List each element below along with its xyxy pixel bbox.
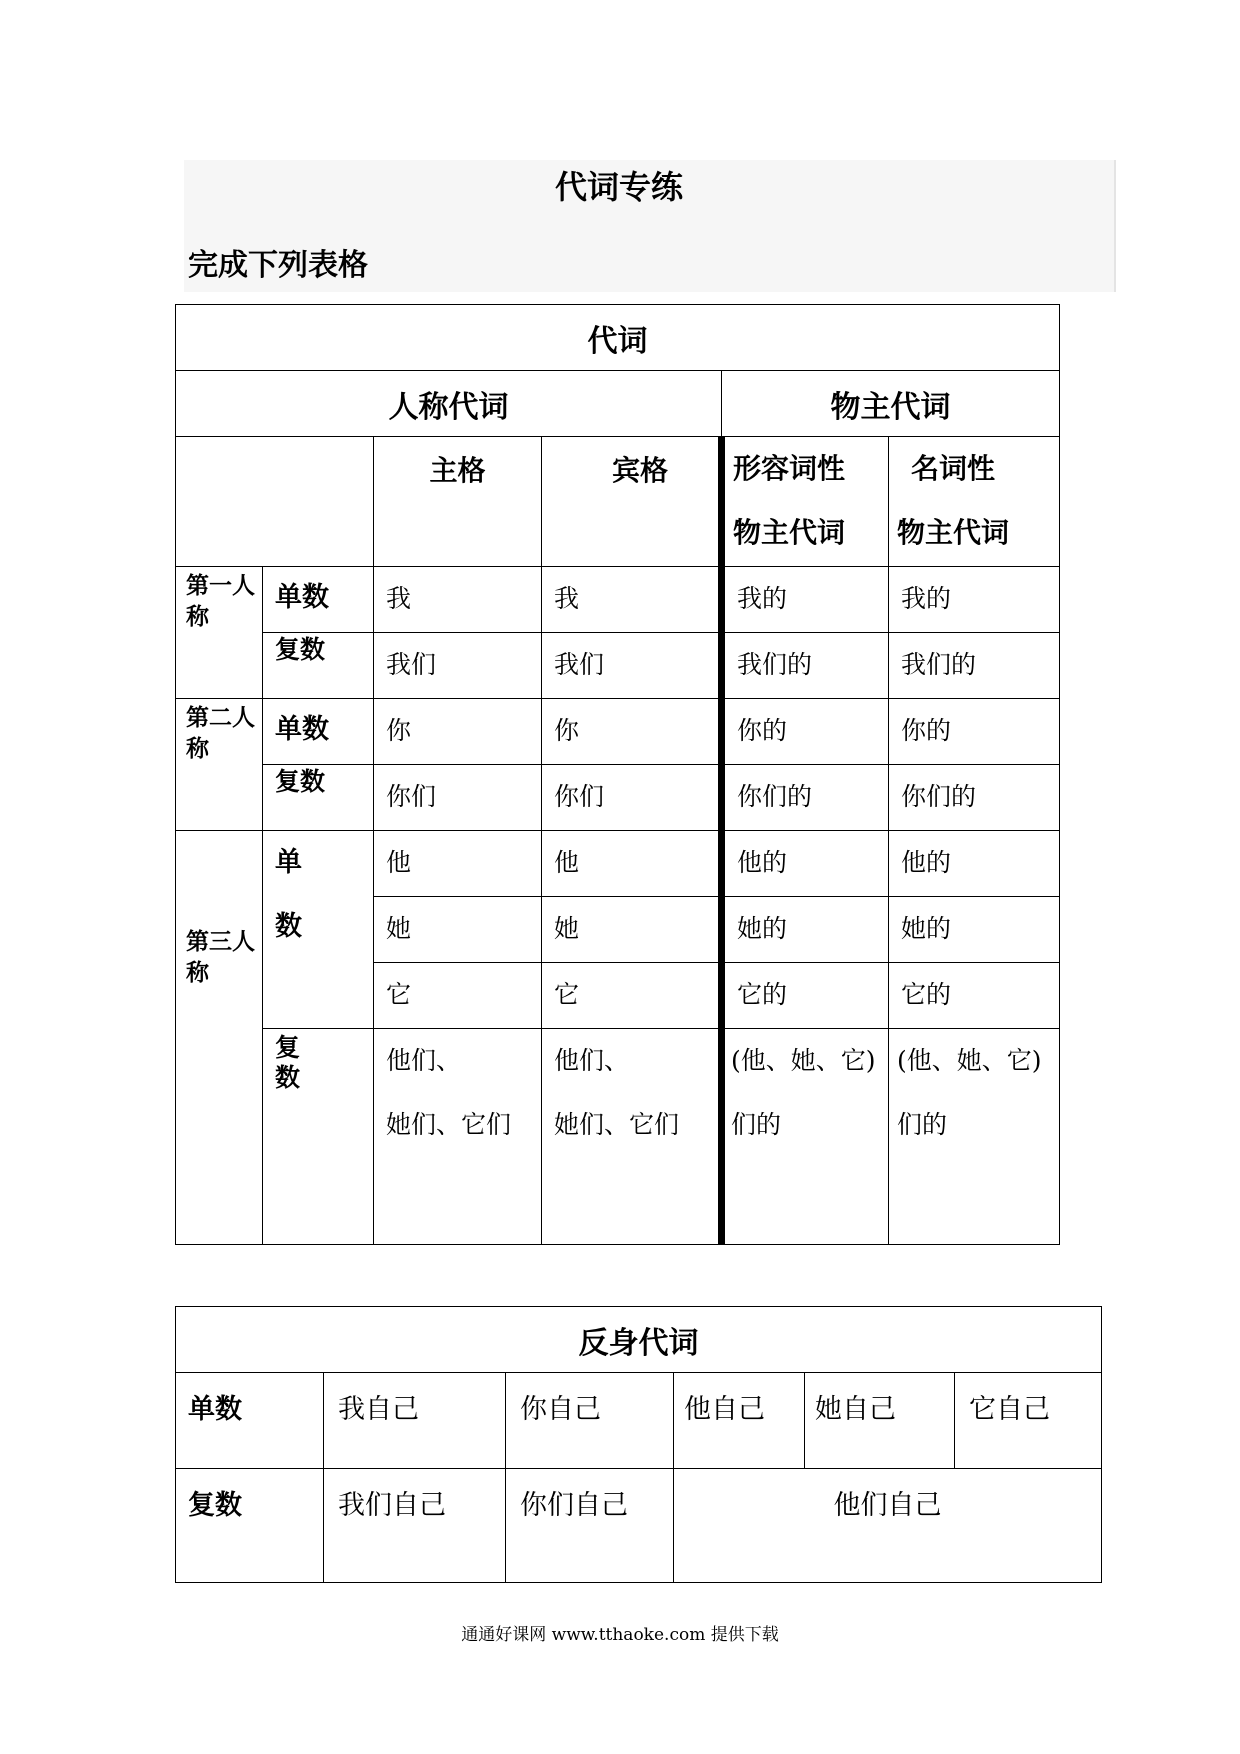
p3-plural-text: 复数 xyxy=(275,1033,301,1092)
reflexive-plural-3: 他们自己 xyxy=(674,1469,1102,1583)
reflexive-singular-5: 它自己 xyxy=(955,1373,1102,1469)
p3s-he-object: 他 xyxy=(542,831,722,897)
p3p-adj-line1: (他、她、它) xyxy=(731,1046,876,1075)
p3s-he-subject: 他 xyxy=(374,831,542,897)
p3p-object-line2: 她们、它们 xyxy=(554,1110,680,1139)
p1p-subject: 我们 xyxy=(374,633,542,699)
p3p-object xyxy=(542,1029,722,1245)
personal-pronoun-header: 人称代词 xyxy=(176,371,722,437)
page-title: 代词专练 xyxy=(554,168,683,206)
p3p-noun xyxy=(889,1029,1060,1245)
p2-singular-label: 单数 xyxy=(263,699,374,765)
p2p-subject: 你们 xyxy=(374,765,542,831)
col-noun-possessive-header xyxy=(889,437,1060,567)
col-adj-possessive-header xyxy=(722,437,889,567)
person3-label: 第三人称 xyxy=(176,831,263,1245)
reflexive-singular-4: 她自己 xyxy=(805,1373,955,1469)
person1-label: 第一人称 xyxy=(176,567,263,699)
p2s-object: 你 xyxy=(542,699,722,765)
reflexive-plural-1: 我们自己 xyxy=(324,1469,506,1583)
p1p-adj: 我们的 xyxy=(722,633,889,699)
p3p-object-line1: 他们、 xyxy=(554,1046,630,1075)
page-footer: 通通好课网 www.tthaoke.com 提供下载 xyxy=(461,1625,779,1645)
p3p-adj xyxy=(722,1029,889,1245)
p3p-subject-line1: 他们、 xyxy=(386,1046,462,1075)
p3s-it-noun: 它的 xyxy=(889,963,1060,1029)
reflexive-singular-1: 我自己 xyxy=(324,1373,506,1469)
reflexive-plural-2: 你们自己 xyxy=(506,1469,674,1583)
p1s-object: 我 xyxy=(542,567,722,633)
col-adj-possessive-line1: 形容词性 xyxy=(733,452,846,485)
p1-plural-label: 复数 xyxy=(263,633,374,699)
p3p-adj-line2: 们的 xyxy=(731,1110,782,1139)
p3s-it-adj: 它的 xyxy=(722,963,889,1029)
col-noun-possessive-line2: 物主代词 xyxy=(897,516,1010,549)
p2-plural-label: 复数 xyxy=(263,765,374,831)
p2p-object: 你们 xyxy=(542,765,722,831)
page-subtitle: 完成下列表格 xyxy=(188,248,368,283)
reflexive-singular-3: 他自己 xyxy=(674,1373,805,1469)
p1-singular-label: 单数 xyxy=(263,567,374,633)
p3s-she-object: 她 xyxy=(542,897,722,963)
p2s-adj: 你的 xyxy=(722,699,889,765)
p3-singular-label xyxy=(263,831,374,1029)
p3s-it-subject: 它 xyxy=(374,963,542,1029)
corner-cell xyxy=(176,437,374,567)
p3p-subject xyxy=(374,1029,542,1245)
p2p-noun: 你们的 xyxy=(889,765,1060,831)
possessive-pronoun-header: 物主代词 xyxy=(722,371,1060,437)
p3s-she-noun: 她的 xyxy=(889,897,1060,963)
person2-label: 第二人称 xyxy=(176,699,263,831)
col-noun-possessive-line1: 名词性 xyxy=(911,452,996,485)
p3s-it-object: 它 xyxy=(542,963,722,1029)
col-object-header: 宾格 xyxy=(542,437,722,567)
p2p-adj: 你们的 xyxy=(722,765,889,831)
p3-plural-label xyxy=(263,1029,374,1245)
col-subject-header: 主格 xyxy=(374,437,542,567)
p3s-she-adj: 她的 xyxy=(722,897,889,963)
p3p-subject-line2: 她们、它们 xyxy=(386,1110,512,1139)
p1p-noun: 我们的 xyxy=(889,633,1060,699)
p3p-noun-line1: (他、她、它) xyxy=(897,1046,1042,1075)
p3s-he-noun: 他的 xyxy=(889,831,1060,897)
p3p-noun-line2: 们的 xyxy=(897,1110,948,1139)
col-adj-possessive-line2: 物主代词 xyxy=(733,516,846,549)
p1s-noun: 我的 xyxy=(889,567,1060,633)
reflexive-plural-label: 复数 xyxy=(176,1469,324,1583)
reflexive-pronoun-table xyxy=(175,1306,1102,1583)
p2s-noun: 你的 xyxy=(889,699,1060,765)
reflexive-singular-label: 单数 xyxy=(176,1373,324,1469)
reflexive-singular-2: 你自己 xyxy=(506,1373,674,1469)
p3s-she-subject: 她 xyxy=(374,897,542,963)
p1s-adj: 我的 xyxy=(722,567,889,633)
p3s-he-adj: 他的 xyxy=(722,831,889,897)
p2s-subject: 你 xyxy=(374,699,542,765)
pronoun-table-caption: 代词 xyxy=(176,305,1060,371)
reflexive-caption: 反身代词 xyxy=(176,1307,1102,1373)
pronoun-table xyxy=(175,304,1060,1245)
p3-singular-text: 单数 xyxy=(275,847,302,942)
p1s-subject: 我 xyxy=(374,567,542,633)
p1p-object: 我们 xyxy=(542,633,722,699)
